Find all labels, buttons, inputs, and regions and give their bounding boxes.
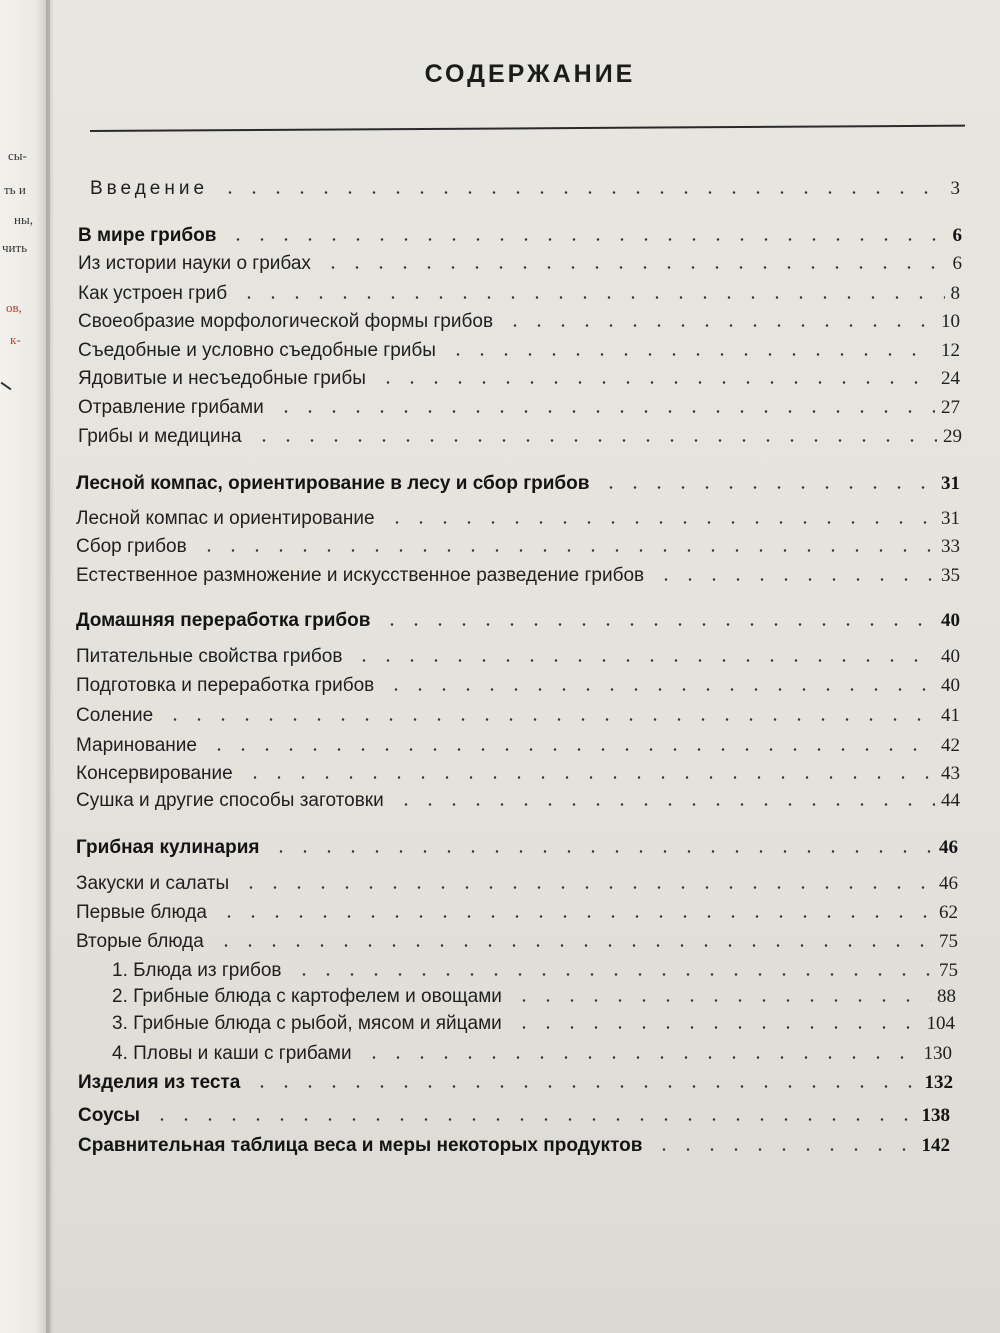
toc-page-number: 142: [921, 1135, 950, 1156]
toc-title: Лесной компас, ориентирование в лесу и сбор грибов: [76, 473, 590, 494]
toc-title: Закуски и салаты: [76, 873, 230, 894]
dot-leader: [233, 296, 944, 299]
toc-page-number: 40: [941, 646, 960, 667]
toc-page-number: 62: [939, 902, 958, 923]
dot-leader: [146, 1118, 916, 1121]
toc-title: Маринование: [76, 735, 197, 756]
toc-page-number: 75: [939, 960, 958, 981]
toc-title: 3. Грибные блюда с рыбой, мясом и яйцами: [112, 1013, 502, 1034]
toc-section-heading: [78, 1072, 953, 1094]
toc-title: Сушка и другие способы заготовки: [76, 790, 384, 811]
fragment: к-: [10, 332, 21, 347]
toc-title: Сравнительная таблица веса и меры некоторых продуктов: [78, 1135, 643, 1156]
dot-leader: [210, 944, 933, 947]
fragment: ть и: [4, 182, 26, 197]
toc-entry: [112, 960, 958, 982]
toc-entry: [76, 646, 960, 668]
toc-page-number: 130: [923, 1043, 952, 1064]
toc-title: Вторые блюда: [76, 931, 204, 952]
fragment: чить: [2, 240, 28, 255]
toc-title: Из истории науки о грибах: [78, 253, 311, 274]
toc-title: Ядовитые и несъедобные грибы: [78, 368, 366, 389]
toc-entry: [76, 536, 960, 558]
dot-leader: [390, 803, 935, 806]
toc-page-number: 41: [941, 705, 960, 726]
toc-page-number: 31: [941, 508, 960, 529]
dot-leader: [159, 718, 935, 721]
dot-leader: [214, 191, 944, 194]
toc-entry: [76, 705, 960, 727]
dot-leader: [239, 776, 935, 779]
dot-leader: [235, 886, 933, 889]
toc-title: 4. Пловы и каши с грибами: [112, 1043, 352, 1064]
dot-leader: [222, 238, 946, 241]
dot-leader: [372, 381, 935, 384]
toc-title: Лесной компас и ориентирование: [76, 508, 375, 529]
toc-entry: [78, 283, 960, 305]
dot-leader: [248, 439, 937, 442]
page-title: СОДЕРЖАНИЕ: [424, 60, 636, 88]
toc-entry: [76, 873, 958, 895]
toc-title: Отравление грибами: [78, 397, 264, 418]
toc-entry: [78, 426, 962, 448]
fragment: ны,: [14, 212, 33, 227]
toc-page-number: 138: [921, 1105, 950, 1126]
toc-entry: [78, 368, 960, 390]
toc-title: Съедобные и условно съедобные грибы: [78, 340, 436, 361]
toc-entry: [76, 508, 960, 530]
toc-title: Домашняя переработка грибов: [76, 610, 371, 631]
toc-entry: [78, 311, 960, 333]
toc-section-heading: [78, 1135, 950, 1157]
toc-page-number: 75: [939, 931, 958, 952]
toc-entry: [76, 790, 960, 812]
toc-page-number: 46: [939, 873, 958, 894]
toc-page-number: 27: [941, 397, 960, 418]
toc-entry: [76, 675, 960, 697]
dot-leader: [265, 850, 933, 853]
dot-leader: [648, 1148, 915, 1151]
toc-section-heading: [78, 1105, 950, 1127]
toc-page-number: 6: [952, 225, 962, 246]
toc-page-number: 24: [941, 368, 960, 389]
fragment: сы-: [8, 148, 27, 163]
dot-leader: [348, 659, 935, 662]
toc-section-heading: [78, 225, 962, 247]
dot-leader: [270, 410, 935, 413]
dot-leader: [381, 521, 935, 524]
dot-leader: [499, 324, 935, 327]
toc-page-number: 33: [941, 536, 960, 557]
toc-page-number: 31: [941, 473, 960, 494]
toc-title: Введение: [90, 178, 209, 199]
toc-entry: [78, 340, 960, 362]
dot-leader: [376, 623, 935, 626]
dot-leader: [380, 688, 935, 691]
toc-entry: [78, 397, 960, 419]
toc-title: Изделия из теста: [78, 1072, 241, 1093]
dot-leader: [442, 353, 935, 356]
toc-title: Своеобразие морфологической формы грибов: [78, 311, 494, 332]
dot-leader: [213, 915, 933, 918]
toc-page-number: 44: [941, 790, 960, 811]
toc-title: Естественное размножение и искусственное разведение грибов: [76, 565, 645, 586]
toc-title: 2. Грибные блюда с картофелем и овощами: [112, 986, 502, 1007]
toc-entry: [78, 253, 962, 275]
toc-title: 1. Блюда из грибов: [112, 960, 282, 981]
dot-leader: [358, 1056, 918, 1059]
fragment: ов,: [6, 300, 22, 315]
toc-section-heading: [76, 473, 960, 495]
toc-section-heading: [76, 610, 960, 632]
toc-page-number: 43: [941, 763, 960, 784]
dot-leader: [246, 1085, 918, 1088]
toc-title: В мире грибов: [78, 225, 217, 246]
toc-page-number: 104: [926, 1013, 955, 1034]
toc-page-number: 88: [937, 986, 956, 1007]
toc-page-number: 12: [941, 340, 960, 361]
toc-title: Грибы и медицина: [78, 426, 242, 447]
toc-entry: [76, 902, 958, 924]
toc-page-number: 42: [941, 735, 960, 756]
toc-title: Подготовка и переработка грибов: [76, 675, 375, 696]
toc-title: Сбор грибов: [76, 536, 187, 557]
toc-title: Как устроен гриб: [78, 283, 228, 304]
toc-page-number: 132: [924, 1072, 953, 1093]
toc-entry: [112, 1043, 952, 1065]
toc-entry: [112, 1013, 955, 1035]
dot-leader: [317, 266, 947, 269]
toc-page-number: 29: [943, 426, 962, 447]
dot-leader: [193, 549, 935, 552]
toc-entry: [76, 931, 958, 953]
toc-page-number: 10: [941, 311, 960, 332]
dot-leader: [203, 748, 935, 751]
toc-title: Грибная кулинария: [76, 837, 260, 858]
toc-entry: [90, 178, 960, 200]
toc-entry: [76, 735, 960, 757]
dot-leader: [650, 578, 935, 581]
toc-title: Питательные свойства грибов: [76, 646, 343, 667]
toc-title: Первые блюда: [76, 902, 207, 923]
toc-entry: [112, 986, 956, 1008]
toc-page-number: 46: [939, 837, 958, 858]
toc-title: Соусы: [78, 1105, 140, 1126]
toc-page-number: 40: [941, 675, 960, 696]
toc-section-heading: [76, 837, 958, 859]
toc-title: Консервирование: [76, 763, 233, 784]
toc-page-number: 3: [950, 178, 960, 199]
toc-page-number: 35: [941, 565, 960, 586]
dot-leader: [508, 999, 931, 1002]
toc-page-number: 40: [941, 610, 960, 631]
toc-title: Соление: [76, 705, 154, 726]
toc-entry: [76, 763, 960, 785]
dot-leader: [288, 973, 934, 976]
toc-page-number: 8: [950, 283, 960, 304]
dot-leader: [595, 486, 935, 489]
dot-leader: [508, 1026, 921, 1029]
toc-page-number: 6: [952, 253, 962, 274]
toc-entry: [76, 565, 960, 587]
